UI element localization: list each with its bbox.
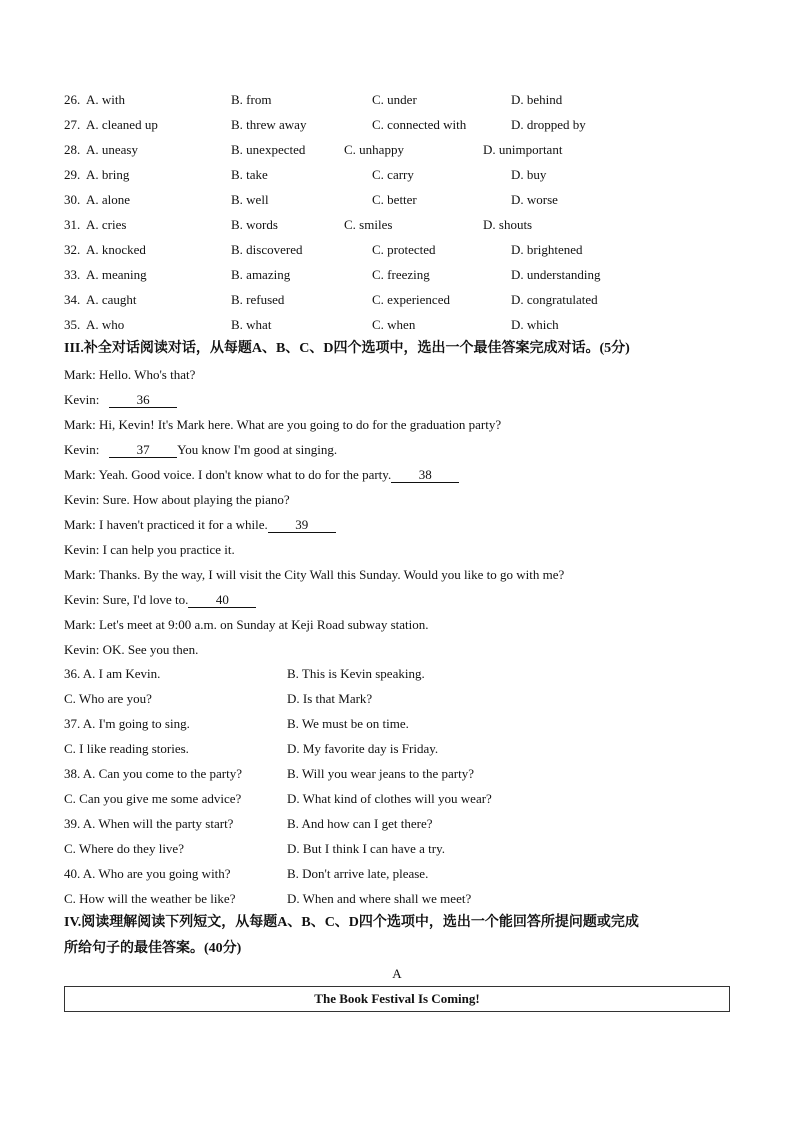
option-a: A. caught: [86, 292, 137, 307]
speaker-label: Kevin:: [64, 392, 100, 407]
option-a: A. uneasy: [86, 142, 138, 157]
speaker-label: Mark:: [64, 467, 96, 482]
question-number: 28.: [64, 142, 81, 157]
passage-title-box: The Book Festival Is Coming!: [64, 986, 730, 1012]
option-d: D. shouts: [483, 217, 533, 232]
option-right: B. Don't arrive late, please.: [287, 866, 429, 881]
speaker-label: Mark:: [64, 617, 96, 632]
question-number: 30.: [64, 192, 81, 207]
dialogue-text: Hi, Kevin! It's Mark here. What are you going to do for the graduation party?: [99, 417, 502, 432]
option-b: B. words: [231, 217, 278, 232]
dialogue-text: Let's meet at 9:00 a.m. on Sunday at Keji Road subway station.: [99, 617, 429, 632]
option-right: B. We must be on time.: [287, 716, 409, 731]
answer-blank[interactable]: 38: [391, 468, 459, 483]
option-c: C. smiles: [344, 217, 393, 232]
option-b: B. take: [231, 167, 268, 182]
dialogue-line: [64, 392, 177, 408]
reading-section-heading-line1: IV.阅读理解阅读下列短文，从每题A、B、C、D四个选项中，选出一个能回答所提问题或完成: [64, 915, 639, 930]
option-c: C. better: [372, 192, 417, 207]
question-number: 33.: [64, 267, 81, 282]
reading-section-heading-line2: 所给句子的最佳答案。(40分): [64, 941, 242, 956]
dialogue-text: Sure. How about playing the piano?: [102, 492, 290, 507]
speaker-label: Kevin:: [64, 542, 100, 557]
option-d: D. congratulated: [511, 292, 598, 307]
speaker-label: Kevin:: [64, 492, 100, 507]
option-c: C. when: [372, 317, 416, 332]
answer-blank[interactable]: 37: [109, 443, 177, 458]
speaker-label: Kevin:: [64, 442, 100, 457]
option-a: A. cries: [86, 217, 127, 232]
question-number: 27.: [64, 117, 81, 132]
dialogue-line: [64, 367, 195, 383]
option-b: B. unexpected: [231, 142, 306, 157]
question-number: 31.: [64, 217, 81, 232]
option-b: B. from: [231, 92, 272, 107]
option-c: C. carry: [372, 167, 414, 182]
dialogue-text: Hello. Who's that?: [99, 367, 196, 382]
question-number: 26.: [64, 92, 81, 107]
dialogue-line: [64, 567, 564, 583]
option-d: D. dropped by: [511, 117, 586, 132]
option-left: 40. A. Who are you going with?: [64, 866, 231, 881]
option-right: D. But I think I can have a try.: [287, 841, 445, 856]
option-left: C. I like reading stories.: [64, 741, 189, 756]
dialogue-text: Yeah. Good voice. I don't know what to do for the party.: [98, 467, 392, 482]
option-b: B. well: [231, 192, 269, 207]
dialogue-line: [64, 442, 337, 458]
answer-blank[interactable]: 40: [188, 593, 256, 608]
option-a: A. knocked: [86, 242, 146, 257]
option-right: D. What kind of clothes will you wear?: [287, 791, 492, 806]
option-left: 38. A. Can you come to the party?: [64, 766, 242, 781]
option-b: B. refused: [231, 292, 285, 307]
dialogue-line: [64, 592, 256, 608]
option-c: C. connected with: [372, 117, 467, 132]
option-d: D. unimportant: [483, 142, 563, 157]
option-right: B. This is Kevin speaking.: [287, 666, 425, 681]
option-c: C. unhappy: [344, 142, 404, 157]
question-number: 35.: [64, 317, 81, 332]
dialogue-line: [64, 617, 428, 633]
dialogue-line: [64, 467, 459, 483]
option-a: A. alone: [86, 192, 131, 207]
option-right: B. And how can I get there?: [287, 816, 433, 831]
speaker-label: Mark:: [64, 517, 96, 532]
speaker-label: Kevin:: [64, 592, 100, 607]
option-c: C. under: [372, 92, 417, 107]
option-left: C. Can you give me some advice?: [64, 791, 242, 806]
option-d: D. which: [511, 317, 559, 332]
option-right: D. When and where shall we meet?: [287, 891, 472, 906]
option-d: D. brightened: [511, 242, 583, 257]
option-d: D. understanding: [511, 267, 601, 282]
option-d: D. behind: [511, 92, 563, 107]
dialogue-line: [64, 642, 198, 658]
dialogue-text: I can help you practice it.: [102, 542, 235, 557]
dialogue-line: [64, 517, 336, 533]
option-right: D. Is that Mark?: [287, 691, 373, 706]
option-b: B. threw away: [231, 117, 307, 132]
dialogue-line: [64, 542, 235, 558]
option-right: D. My favorite day is Friday.: [287, 741, 439, 756]
option-b: B. discovered: [231, 242, 303, 257]
option-left: 37. A. I'm going to sing.: [64, 716, 190, 731]
speaker-label: Mark:: [64, 367, 96, 382]
passage-letter: A: [392, 966, 402, 981]
dialogue-text: I haven't practiced it for a while.: [99, 517, 268, 532]
option-c: C. freezing: [372, 267, 430, 282]
answer-blank[interactable]: 36: [109, 393, 177, 408]
option-a: A. cleaned up: [86, 117, 158, 132]
speaker-label: Mark:: [64, 567, 96, 582]
question-number: 29.: [64, 167, 81, 182]
option-right: B. Will you wear jeans to the party?: [287, 766, 474, 781]
option-left: 36. A. I am Kevin.: [64, 666, 161, 681]
dialogue-text: Sure, I'd love to.: [102, 592, 189, 607]
dialogue-text: You know I'm good at singing.: [177, 442, 338, 457]
option-a: A. meaning: [86, 267, 147, 282]
speaker-label: Kevin:: [64, 642, 100, 657]
dialogue-line: [64, 417, 501, 433]
option-left: C. How will the weather be like?: [64, 891, 236, 906]
speaker-label: Mark:: [64, 417, 96, 432]
option-d: D. buy: [511, 167, 547, 182]
option-left: 39. A. When will the party start?: [64, 816, 234, 831]
option-b: B. what: [231, 317, 272, 332]
dialogue-line: [64, 492, 290, 508]
answer-blank[interactable]: 39: [268, 518, 336, 533]
dialogue-text: Thanks. By the way, I will visit the City Wall this Sunday. Would you like to go with me?: [98, 567, 565, 582]
option-a: A. with: [86, 92, 125, 107]
option-a: A. bring: [86, 167, 130, 182]
option-left: C. Who are you?: [64, 691, 152, 706]
option-c: C. experienced: [372, 292, 450, 307]
option-d: D. worse: [511, 192, 558, 207]
option-a: A. who: [86, 317, 125, 332]
dialogue-text: OK. See you then.: [102, 642, 199, 657]
question-number: 34.: [64, 292, 81, 307]
dialogue-section-heading: III.补全对话阅读对话，从每题A、B、C、D四个选项中，选出一个最佳答案完成对话。(5分): [64, 341, 630, 356]
option-c: C. protected: [372, 242, 436, 257]
question-number: 32.: [64, 242, 81, 257]
option-left: C. Where do they live?: [64, 841, 184, 856]
option-b: B. amazing: [231, 267, 291, 282]
